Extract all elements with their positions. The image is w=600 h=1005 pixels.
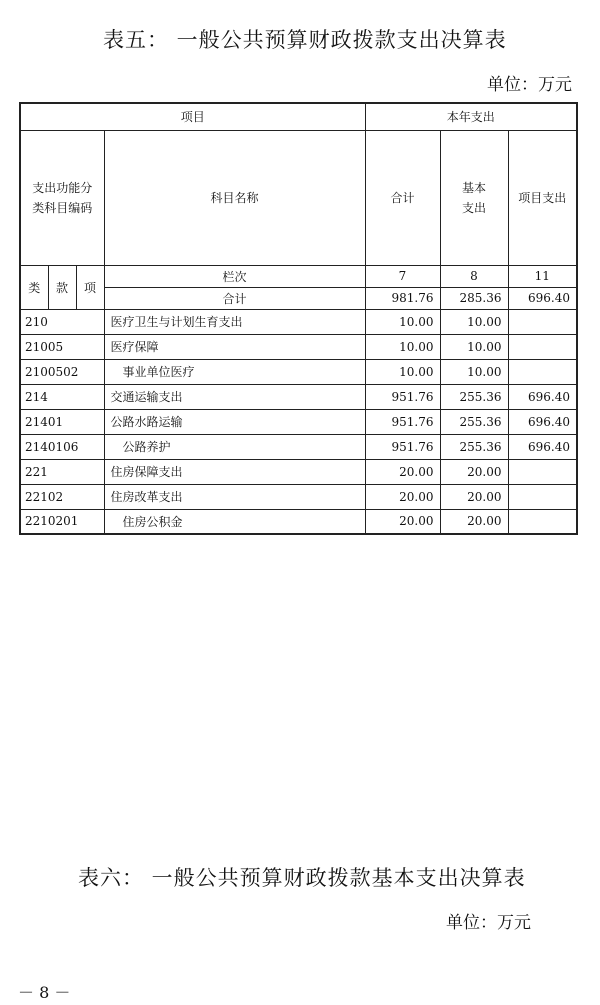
header-lanci: 栏次 (104, 265, 365, 287)
table-row (20, 359, 577, 384)
row-total: 20.00 (365, 509, 440, 534)
row-basic: 10.00 (440, 309, 508, 334)
row-basic: 10.00 (440, 334, 508, 359)
row-total: 951.76 (365, 409, 440, 434)
table-row (20, 334, 577, 359)
row-basic: 20.00 (440, 509, 508, 534)
header-basic (440, 130, 508, 265)
row-code: 2100502 (20, 359, 104, 384)
row-basic: 20.00 (440, 459, 508, 484)
table6-unit: 单位：万元 (446, 913, 531, 933)
sum-label: 合计 (104, 287, 365, 309)
row-total: 10.00 (365, 334, 440, 359)
row-project (508, 359, 577, 384)
row-name: 住房保障支出 (104, 459, 365, 484)
table5-unit: 单位：万元 (487, 75, 572, 95)
row-basic: 10.00 (440, 359, 508, 384)
row-basic: 20.00 (440, 484, 508, 509)
table5-title: 表五： 一般公共预算财政拨款支出决算表 (103, 28, 507, 52)
table-row (20, 409, 577, 434)
row-project: 696.40 (508, 434, 577, 459)
row-name: 医疗卫生与计划生育支出 (104, 309, 365, 334)
row-total: 20.00 (365, 459, 440, 484)
row-code: 214 (20, 384, 104, 409)
col-no-basic: 8 (440, 265, 508, 287)
row-project (508, 484, 577, 509)
row-code: 21401 (20, 409, 104, 434)
row-basic: 255.36 (440, 434, 508, 459)
header-row-1 (20, 103, 577, 130)
table-row (20, 309, 577, 334)
row-name: 交通运输支出 (104, 384, 365, 409)
row-name: 住房公积金 (104, 509, 365, 534)
header-lei: 类 (20, 265, 48, 309)
row-code: 210 (20, 309, 104, 334)
row-total: 951.76 (365, 434, 440, 459)
table-row (20, 384, 577, 409)
sum-row (20, 287, 577, 309)
row-name: 公路水路运输 (104, 409, 365, 434)
header-xiang: 项 (76, 265, 104, 309)
row-project (508, 509, 577, 534)
row-name: 公路养护 (104, 434, 365, 459)
row-code: 21005 (20, 334, 104, 359)
row-name: 住房改革支出 (104, 484, 365, 509)
page-number: － 8 － (18, 983, 71, 1002)
table-row (20, 509, 577, 534)
row-basic: 255.36 (440, 384, 508, 409)
header-project: 项目 (20, 103, 365, 130)
row-project (508, 309, 577, 334)
row-total: 10.00 (365, 359, 440, 384)
header-kuan: 款 (48, 265, 76, 309)
col-no-total: 7 (365, 265, 440, 287)
row-basic: 255.36 (440, 409, 508, 434)
row-name: 事业单位医疗 (104, 359, 365, 384)
row-project (508, 334, 577, 359)
row-total: 951.76 (365, 384, 440, 409)
row-total: 20.00 (365, 484, 440, 509)
row-project: 696.40 (508, 384, 577, 409)
row-project (508, 459, 577, 484)
sum-total: 981.76 (365, 287, 440, 309)
col-no-project: 11 (508, 265, 577, 287)
table-row (20, 484, 577, 509)
row-code: 2210201 (20, 509, 104, 534)
table6-title: 表六： 一般公共预算财政拨款基本支出决算表 (78, 866, 526, 890)
header-basic-text: 基本支出 (461, 180, 486, 215)
header-subject-name: 科目名称 (104, 130, 365, 265)
header-total: 合计 (365, 130, 440, 265)
row-project: 696.40 (508, 409, 577, 434)
header-row-3 (20, 265, 577, 287)
table-row (20, 434, 577, 459)
sum-project: 696.40 (508, 287, 577, 309)
table-row (20, 459, 577, 484)
header-func-code (20, 130, 104, 265)
row-code: 22102 (20, 484, 104, 509)
row-name: 医疗保障 (104, 334, 365, 359)
header-current-year: 本年支出 (365, 103, 577, 130)
expenditure-table (19, 102, 578, 535)
header-func-code-text: 支出功能分类科目编码 (32, 180, 93, 215)
header-project-exp: 项目支出 (508, 130, 577, 265)
sum-basic: 285.36 (440, 287, 508, 309)
row-code: 221 (20, 459, 104, 484)
row-total: 10.00 (365, 309, 440, 334)
row-code: 2140106 (20, 434, 104, 459)
header-row-2 (20, 130, 577, 265)
